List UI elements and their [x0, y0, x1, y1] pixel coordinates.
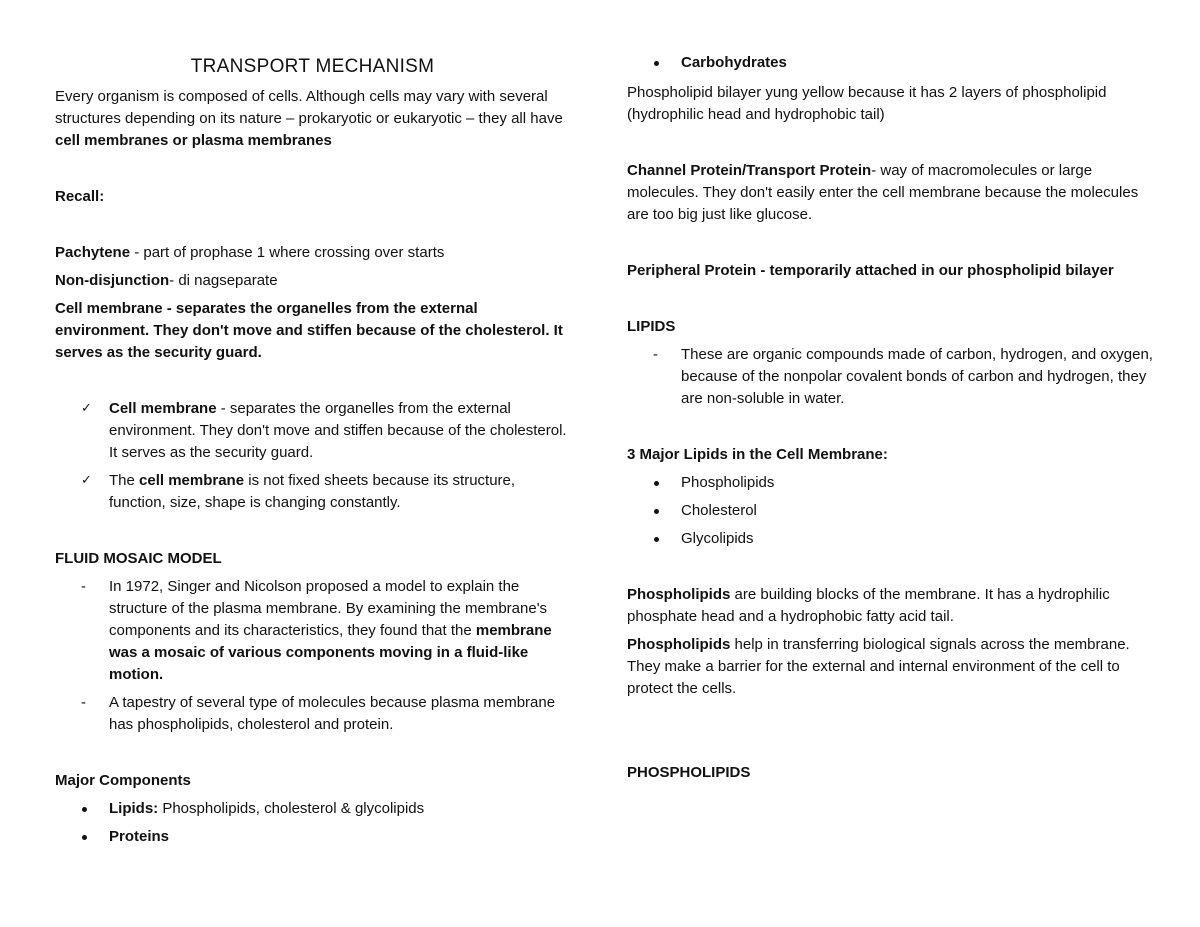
- item-text: A tapestry of several type of molecules because plasma membrane has phospholipids, cholesterol and protein.: [109, 694, 556, 733]
- cell-membrane-bold-text: Cell membrane - separates the organelles from the external environment. They don't move and stiffen because of the cholesterol. It serves as the security guard.: [55, 300, 563, 361]
- item-bold: Proteins: [109, 828, 170, 845]
- fluid-heading-text: FLUID MOSAIC MODEL: [55, 550, 222, 567]
- bullet-icon: [654, 537, 659, 542]
- item-text: Glycolipids: [681, 530, 754, 547]
- left-column: [55, 52, 570, 854]
- list-item: [55, 398, 570, 464]
- channel-def: - way of macromolecules or large molecules. They don't easily enter the cell membrane because the molecules are too big just like glucose.: [627, 162, 1139, 223]
- item-text: In 1972, Singer and Nicolson proposed a model to explain the structure of the plasma membrane. By examining the membrane's components and its characteristics, they found that the: [109, 578, 548, 639]
- dash-marker: -: [653, 346, 658, 363]
- intro-paragraph: [55, 86, 570, 152]
- lipids-heading: [627, 316, 1157, 338]
- intro-text: Every organism is composed of cells. Although cells may vary with several structures depending on its nature – prokaryotic or eukaryotic – they all have: [55, 88, 563, 127]
- phos1-def: are building blocks of the membrane. It has a hydrophilic phosphate head and a hydrophobic fatty acid tail.: [627, 586, 1110, 625]
- item-text: Phospholipids: [681, 474, 775, 491]
- item-text: is not fixed sheets because its structure, function, size, shape is changing constantly.: [109, 472, 516, 511]
- list-item: [627, 528, 1157, 550]
- bullet-icon: [654, 481, 659, 486]
- lipids-list: [627, 344, 1157, 410]
- phos2-term: Phospholipids: [627, 636, 731, 653]
- peripheral-protein-paragraph: [627, 260, 1157, 282]
- nondisjunction-line: [55, 270, 570, 292]
- channel-protein-paragraph: [627, 160, 1157, 226]
- phospholipids-paragraph-1: [627, 584, 1157, 628]
- list-item: [55, 826, 570, 848]
- channel-term: Channel Protein/Transport Protein: [627, 162, 872, 179]
- item-text: Phospholipids, cholesterol & glycolipids: [158, 800, 425, 817]
- checkmark-icon: ✓: [81, 401, 92, 416]
- bullet-icon: [654, 61, 659, 66]
- major-components-heading: [55, 770, 570, 792]
- pachytene-def: - part of prophase 1 where crossing over starts: [130, 244, 445, 261]
- list-item: [627, 344, 1157, 410]
- item-bold: membrane was a mosaic of various components moving in a fluid-like motion.: [109, 622, 552, 683]
- pachytene-term: Pachytene: [55, 244, 131, 261]
- phospholipids-paragraph-2: [627, 634, 1157, 700]
- phos1-term: Phospholipids: [627, 586, 731, 603]
- recall-heading-text: Recall:: [55, 188, 105, 205]
- dash-marker: -: [81, 694, 86, 711]
- phospholipids-heading: [627, 762, 1157, 784]
- item-text: - separates the organelles from the external environment. They don't move and stiffen because of the cholesterol. It serves as the security guard.: [109, 400, 567, 461]
- list-item: [55, 470, 570, 514]
- peripheral-text: Peripheral Protein - temporarily attached in our phospholipid bilayer: [627, 262, 1114, 279]
- list-item: [55, 576, 570, 686]
- item-bold: Cell membrane: [109, 400, 217, 417]
- carb-list: [627, 52, 1157, 74]
- dash-marker: -: [81, 578, 86, 595]
- bullet-icon: [82, 807, 87, 812]
- bullet-icon: [82, 835, 87, 840]
- checkmark-icon: ✓: [81, 473, 92, 488]
- bullet-icon: [654, 509, 659, 514]
- list-item: [55, 692, 570, 736]
- major-list: [55, 798, 570, 848]
- item-bold: cell membrane: [139, 472, 245, 489]
- nondisjunction-def: - di nagseparate: [169, 272, 278, 289]
- intro-bold-text: cell membranes or plasma membranes: [55, 132, 332, 149]
- list-item: [627, 52, 1157, 74]
- item-text: Cholesterol: [681, 502, 757, 519]
- bilayer-paragraph: Phospholipid bilayer yung yellow because it has 2 layers of phospholipid (hydrophilic head and hydrophobic tail): [627, 84, 1107, 123]
- recall-heading: [55, 186, 570, 208]
- page-title: TRANSPORT MECHANISM: [190, 56, 435, 77]
- phos-heading-text: PHOSPHOLIPIDS: [627, 764, 751, 781]
- three-heading-text: 3 Major Lipids in the Cell Membrane:: [627, 446, 888, 463]
- list-item: [55, 798, 570, 820]
- three-lipids-heading: [627, 444, 1157, 466]
- fluid-mosaic-heading: [55, 548, 570, 570]
- major-heading-text: Major Components: [55, 772, 191, 789]
- lipids-heading-text: LIPIDS: [627, 318, 676, 335]
- list-item: [627, 472, 1157, 494]
- pachytene-line: [55, 242, 570, 264]
- phos2-def: help in transferring biological signals across the membrane. They make a barrier for the external and internal environment of the cell to protect the cells.: [627, 636, 1130, 697]
- cell-membrane-bold-paragraph: [55, 298, 570, 364]
- check-list: [55, 398, 570, 514]
- item-bold: Carbohydrates: [681, 54, 787, 71]
- nondisjunction-term: Non-disjunction: [55, 272, 170, 289]
- right-column: [627, 52, 1157, 784]
- list-item: [627, 500, 1157, 522]
- item-bold: Lipids:: [109, 800, 159, 817]
- fluid-list: [55, 576, 570, 736]
- three-lipids-list: [627, 472, 1157, 550]
- item-text: These are organic compounds made of carbon, hydrogen, and oxygen, because of the nonpolar covalent bonds of carbon and hydrogen, they are non-soluble in water.: [681, 346, 1153, 407]
- item-pre: The: [109, 472, 140, 489]
